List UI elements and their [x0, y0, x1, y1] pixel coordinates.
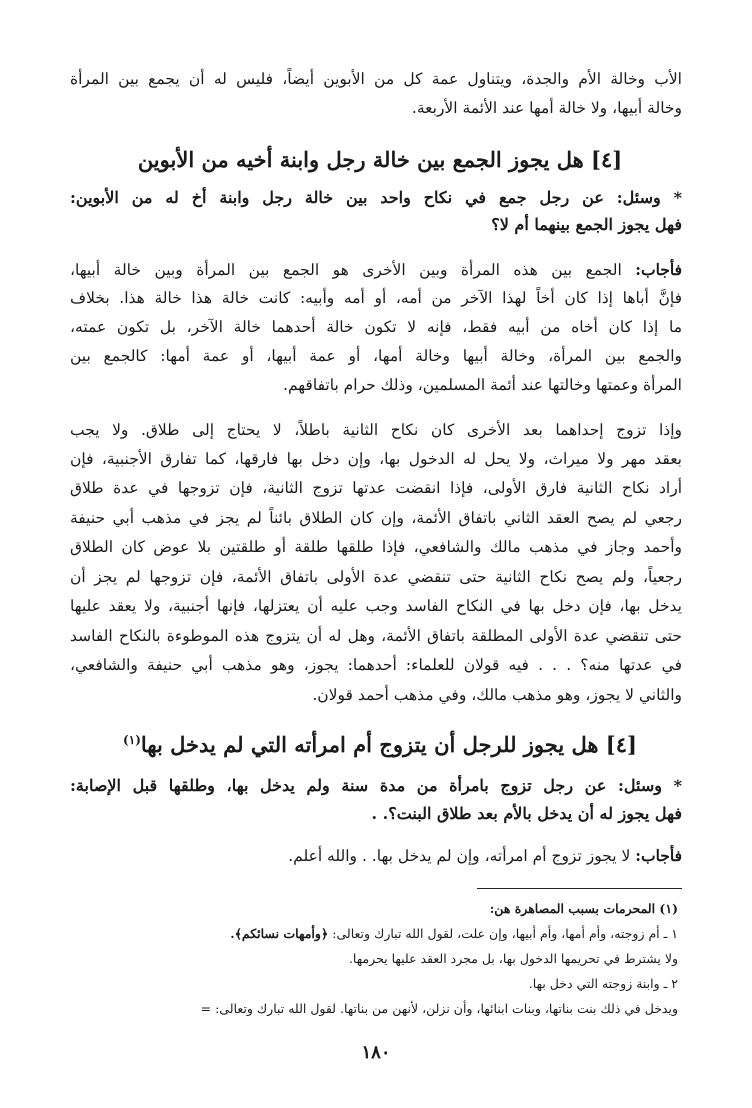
- text-line: فإنَّ أباها إذا كان أخاً لهذا الآخر من أمه، أو أمه وأبيه: كانت خالة هذا خالة هذا. بخلاف: [70, 289, 682, 307]
- text-line: وخالة أبيها، ولا خالة أمها عند الأئمة الأربعة.: [411, 99, 682, 117]
- text-line: رجعياً، ولم يصح نكاح الثانية حتى تنقضي عدة الأولى باتفاق الأئمة، فإن تزوجها لم يجز أن: [70, 568, 682, 586]
- question-line: * وسئل: عن رجل تزوج بامرأة من مدة سنة ولم يدخل بها، وطلقها قبل الإصابة:: [70, 776, 682, 795]
- footnote-title-text: (١) المحرمات بسبب المصاهرة هن:: [489, 901, 678, 916]
- answer-label: فأجاب:: [635, 260, 682, 279]
- text-line: وأحمد وجاز في مذهب مالك والشافعي، فإذا طلقها طلقة أو طلقتين بلا عوض كان الطلاق: [70, 538, 682, 556]
- text-line: وإذا تزوج إحداهما بعد الأخرى كان نكاح الثانية باطلاً، لا يحتاج إلى طلاق. ولا يجب: [70, 421, 682, 439]
- answer-text: لا يجوز تزوج أم امرأته، وإن لم يدخل بها. . والله أعلم.: [288, 847, 636, 865]
- text-line: والثاني لا يجوز، وهو مذهب مالك، وفي مذهب أحمد قولان.: [312, 686, 682, 704]
- heading-text: [٤] هل يجوز للرجل أن يتزوج أم امرأته التي لم يدخل بها: [140, 732, 637, 757]
- question-line: فهل يجوز له أن يدخل بالأم بعد طلاق البنت؟. .: [371, 804, 682, 823]
- text-line: حتى تنقضي عدة الأولى المطلقة باتفاق الأئمة، وهل له أن يتزوج هذه الموطوءة بالنكاح الفاسد: [70, 627, 682, 645]
- quran-quote: ﴿وأمهات نسائكم﴾.: [230, 926, 329, 941]
- answer-text: الجمع بين هذه المرأة وبين الأخرى هو الجمع بين المرأة وبين خالة أبيها،: [70, 261, 636, 279]
- text-line: بعقد مهر ولا ميراث، ولا يحل له الدخول بها، وإن دخل بها فارقها، كما تفارق الأجنبية، فإن: [70, 450, 682, 468]
- answer-line: [70, 259, 682, 281]
- footnote-text: ١ ـ أم زوجته، وأم أمها، وأم أبيها، وإن علت، لقول الله تبارك وتعالى:: [328, 926, 678, 941]
- text-line: الأب وخالة الأم والجدة، ويتناول عمة كل من الأبوين أيضاً، فليس له أن يجمع بين المرأة: [70, 70, 682, 88]
- footnote-ref: (١): [123, 733, 141, 747]
- text-line: في عدتها منه؟ . . . فيه قولان للعلماء: أحدهما: يجوز، وهو مذهب أبي حنيفة والشافعي،: [70, 656, 682, 674]
- text-line: والجمع بين المرأة، وخالة أبيها وخالة أمها، أو عمة أبيها، أو عمة أمها: كالجمع بين: [70, 347, 682, 365]
- section-heading-1: [٤] هل يجوز الجمع بين خالة رجل وابنة أخيه من الأبوين: [137, 147, 623, 172]
- footnote-line: ويدخل في ذلك بنت بناتها، وبنات ابنائها، وأن نزلن، لأنهن من بناتها. لقول الله تبارك وتعالى: =: [200, 1001, 678, 1016]
- answer-label: فأجاب:: [635, 846, 682, 865]
- section-heading-2: [70, 730, 690, 763]
- text-line: يدخل بها، فإن دخل بها في النكاح الفاسد وجب عليه أن يعتزلها، فإنها أجنبية، ولا يعقد عليها: [70, 597, 682, 615]
- footnote-title: [70, 899, 678, 919]
- text-line: ما إذا كان أخاه من أبيه فقط، فإنه لا تكون خالة أحدهما خالة الآخر، بل تكون عمته،: [70, 318, 682, 336]
- footnote-line: ٢ ـ وابنة زوجته التي دخل بها.: [528, 976, 678, 991]
- text-line: رجعي لم يصح العقد الثاني باتفاق الأئمة، وإن كان الطلاق بائناً لم يجز في مذهب أبي حنيفة: [70, 509, 682, 527]
- text-line: المرأة وعمتها وخالتها عند أئمة المسلمين، وذلك حرام باتفاقهم.: [283, 376, 682, 394]
- footnote-line: ولا يشترط في تحريمها الدخول بها، بل مجرد العقد عليها يحرمها.: [348, 951, 678, 966]
- question-line: * وسئل: عن رجل جمع في نكاح واحد بين خالة رجل وابنة أخ له من الأبوين:: [70, 188, 682, 207]
- question-line: فهل يجوز الجمع بينهما أم لا؟: [491, 215, 682, 234]
- answer-line: [70, 845, 682, 867]
- page-number: ١٨٠: [361, 1042, 391, 1063]
- footnote-line: [70, 924, 678, 944]
- text-line: أراد نكاح الثانية فارق الأولى، فإذا انقضت عدتها تزوج الثانية، فإن تزوجها في عدة طلاق: [70, 479, 682, 497]
- footnote-divider: [477, 888, 682, 889]
